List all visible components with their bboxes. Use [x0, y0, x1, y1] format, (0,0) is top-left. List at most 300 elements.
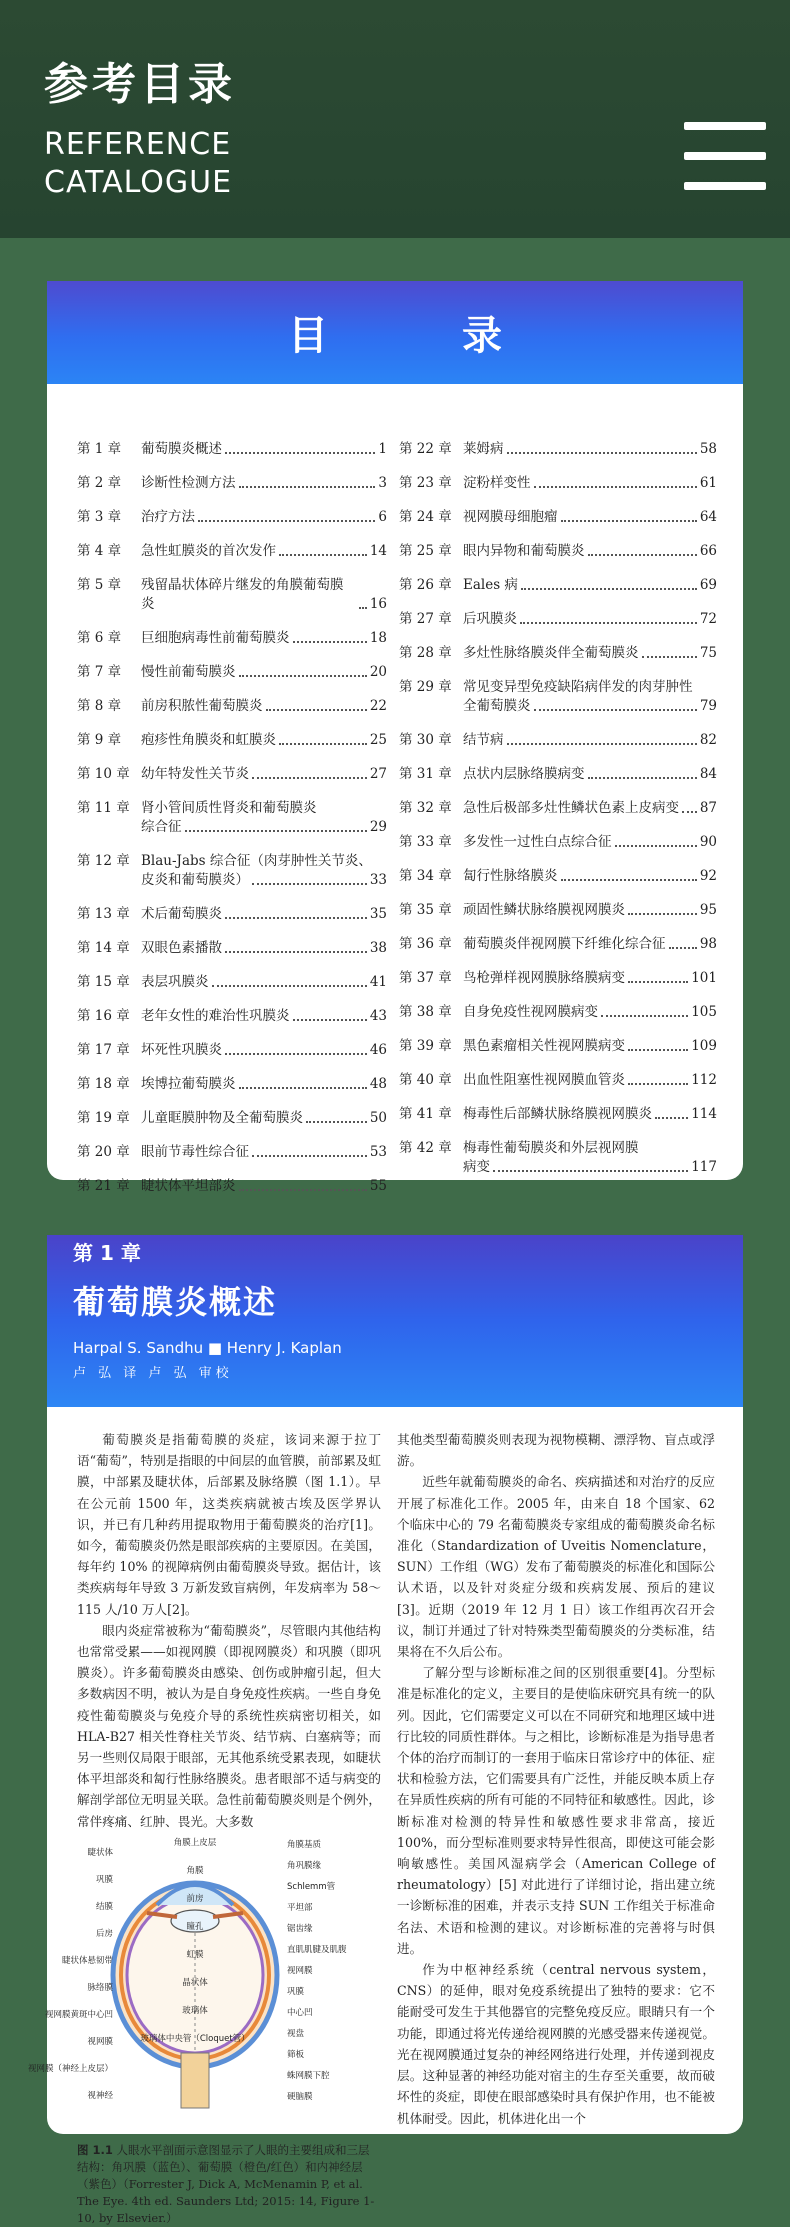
- toc-page-number: 109: [691, 1038, 717, 1054]
- toc-entry-title: [141, 1109, 387, 1128]
- toc-chapter-number: 第 27 章: [399, 611, 452, 627]
- toc-leader-dots: [239, 1087, 367, 1089]
- figure-label: 晶状体: [182, 1978, 208, 1988]
- toc-chapter-number: 第 28 章: [399, 645, 452, 661]
- toc-page-number: 79: [699, 698, 717, 714]
- toc-entry[interactable]: [77, 1177, 387, 1196]
- toc-leader-dots: [306, 1121, 367, 1123]
- toc-entry-title: [141, 731, 387, 750]
- toc-entry[interactable]: [399, 765, 717, 784]
- toc-entry-title: [463, 1071, 717, 1090]
- toc-page-number: 43: [369, 1008, 387, 1024]
- toc-page-number: 25: [369, 732, 387, 748]
- toc-leader-dots: [521, 588, 697, 590]
- toc-leader-dots: [561, 879, 697, 881]
- figure-label: 角膜基质: [287, 1840, 322, 1850]
- toc-leader-dots: [628, 1049, 688, 1051]
- toc-page-number: 18: [369, 630, 387, 646]
- toc-entry[interactable]: [399, 867, 717, 886]
- paragraph: 了解分型与诊断标准之间的区别很重要[4]。分型标准是标准化的定义，主要目的是使临床研究具有统一的队列。因此，它们需要定义可以在不同研究和地理区域中进行比较的同质性群体。与之相比，诊断标准是为指导患者个体的治疗而制订的一套用于临床日常诊疗中的体征、症状和检验方法，它们需要具有广泛性，并能反映本质上存在异质性疾病的所有可能的不同特征和敏感性。因此，诊断标准对检测的特异性和敏感性要求非常高，接近 100%，而分型标准则要求特异性很高，即使这可能会影响敏感性。美国风湿病学会（American College of rheumatology）[5] 对此进行了详细讨论，指出建立统一诊断标准的困难，并表示支持 SUN 工作组关于标准命名法、术语和检测的建议。对诊断标准的完善将与时俱进。: [397, 1665, 715, 1956]
- toc-entry-title: [141, 1075, 387, 1094]
- toc-entry-title: [463, 576, 717, 595]
- toc-leader-dots: [534, 709, 697, 711]
- toc-page-number: 92: [699, 868, 717, 884]
- toc-page-number: 105: [691, 1004, 717, 1020]
- toc-page-number: 1: [378, 441, 387, 457]
- toc-page-number: 95: [699, 902, 717, 918]
- toc-page-number: 35: [369, 906, 387, 922]
- toc-page-number: 14: [369, 543, 387, 559]
- toc-leader-dots: [225, 452, 375, 454]
- toc-entry[interactable]: [399, 508, 717, 527]
- paragraph: 其他类型葡萄膜炎则表现为视物模糊、漂浮物、盲点或浮游。: [397, 1432, 715, 1469]
- toc-leader-dots: [225, 917, 367, 919]
- toc-title-line: 幼年特发性关节炎: [141, 766, 249, 782]
- toc-title-line: 葡萄膜炎伴视网膜下纤维化综合征: [463, 936, 666, 952]
- toc-leader-dots: [642, 656, 697, 658]
- toc-heading: 目 录: [288, 312, 562, 359]
- toc-chapter-number: 第 24 章: [399, 509, 452, 525]
- toc-entry[interactable]: [399, 1003, 717, 1022]
- paragraph: 作为中枢神经系统（central nervous system，CNS）的延伸，眼对免疫系统提出了独特的要求：它不能耐受可发生于其他器官的完整免疫反应。眼睛只有一个功能，即通过将光传递给视网膜的光感受器来传递视觉。光在视网膜通过复杂的神经网络进行处理，并传递到视皮层。这种显著的神经功能对宿主的生存至关重要，故而破坏性的炎症，即使在眼部感染时具有保护作用，也不能被机体耐受。因此，机体进化出一个: [397, 1962, 715, 2126]
- toc-leader-dots: [225, 1053, 367, 1055]
- toc-title-line: 治疗方法: [141, 509, 195, 525]
- toc-page-number: 58: [699, 441, 717, 457]
- toc-entry-title: [141, 1177, 387, 1196]
- toc-chapter-number: 第 11 章: [77, 800, 130, 816]
- chapter-authors: Harpal S. Sandhu ■ Henry J. Kaplan: [73, 1339, 342, 1357]
- toc-title-line: 鸟枪弹样视网膜脉络膜病变: [463, 970, 625, 986]
- figure-label: 视网膜: [87, 2037, 113, 2047]
- toc-entry-title: [141, 542, 387, 561]
- toc-chapter-number: 第 37 章: [399, 970, 452, 986]
- figure-label: 视盘: [287, 2029, 305, 2039]
- figure-caption-text: 人眼水平剖面示意图显示了人眼的主要组成和三层结构：角巩膜（蓝色）、葡萄膜（橙色/红色）和内神经层（紫色）（Forrester J, Dick A, McMenamin P, et al. The Eye. 4th ed. Saunders Ltd; 2015: 14, Figure 1-10, by Elsevier.）: [77, 2143, 375, 2225]
- toc-entry-title: [463, 867, 717, 886]
- toc-title-line: 眼内异物和葡萄膜炎: [463, 543, 585, 559]
- toc-column-right: [399, 440, 717, 1192]
- toc-entry-title: [141, 576, 387, 614]
- toc-entry[interactable]: [399, 935, 717, 954]
- chapter-number: 第 1 章: [73, 1241, 141, 1265]
- toc-leader-dots: [588, 777, 697, 779]
- toc-page-number: 69: [699, 577, 717, 593]
- toc-entry[interactable]: [399, 678, 717, 716]
- toc-title-line: 埃博拉葡萄膜炎: [141, 1076, 236, 1092]
- toc-title-line: 肾小管间质性肾炎和葡萄膜炎: [141, 800, 317, 816]
- toc-title-line: 皮炎和葡萄膜炎）: [141, 872, 249, 888]
- toc-title-line: 全葡萄膜炎: [463, 698, 531, 714]
- figure-caption: [77, 2142, 381, 2227]
- header-title-cn: 参考目录: [44, 59, 236, 110]
- toc-title-line: 莱姆病: [463, 441, 504, 457]
- toc-entry[interactable]: [77, 440, 387, 459]
- toc-body: [47, 384, 743, 1194]
- figure-label: 角膜上皮层: [173, 1838, 217, 1848]
- toc-page-number: 29: [369, 819, 387, 835]
- toc-title-line2: [141, 818, 387, 837]
- toc-entry-title: [463, 678, 717, 716]
- figure-label: 睫状体悬韧带: [61, 1956, 113, 1966]
- figure-label: 蛛网膜下腔: [287, 2071, 330, 2081]
- toc-page-number: 41: [369, 974, 387, 990]
- toc-chapter-number: 第 36 章: [399, 936, 452, 952]
- toc-page-number: 66: [699, 543, 717, 559]
- toc-chapter-number: 第 10 章: [77, 766, 130, 782]
- toc-entry[interactable]: [399, 731, 717, 750]
- toc-entry-title: [463, 508, 717, 527]
- toc-chapter-number: 第 41 章: [399, 1106, 452, 1122]
- toc-entry-title: [141, 474, 387, 493]
- toc-entry[interactable]: [399, 1037, 717, 1056]
- toc-entry[interactable]: [77, 1109, 387, 1128]
- toc-chapter-number: 第 4 章: [77, 543, 122, 559]
- toc-title-line: 梅毒性葡萄膜炎和外层视网膜: [463, 1140, 639, 1156]
- toc-chapter-number: 第 34 章: [399, 868, 452, 884]
- toc-chapter-number: 第 9 章: [77, 732, 122, 748]
- toc-entry-title: [463, 644, 717, 663]
- toc-title-line: 多灶性脉络膜炎伴全葡萄膜炎: [463, 645, 639, 661]
- toc-title-line: 疱疹性角膜炎和虹膜炎: [141, 732, 276, 748]
- toc-title-line: 点状内层脉络膜病变: [463, 766, 585, 782]
- toc-entry[interactable]: [77, 576, 387, 614]
- paragraph: 葡萄膜炎是指葡萄膜的炎症，该词来源于拉丁语“葡萄”，特别是指眼的中间层的血管膜，前部累及虹膜，中部累及睫状体，后部累及脉络膜（图 1.1）。早在公元前 1500 年，这类疾病就被古埃及医学界认识，并已有几种药用提取物用于葡萄膜炎的治疗[1]。如今，葡萄膜炎仍然是眼部疾病的主要原因。在美国，每年约 10% 的视障病例由葡萄膜炎导致。据估计，该类疾病每年导致 3 万新发致盲病例，年发病率为 58～115 人/10 万人[2]。: [77, 1432, 381, 1617]
- toc-leader-dots: [655, 1117, 688, 1119]
- toc-entry-title: [463, 765, 717, 784]
- toc-title-line: 术后葡萄膜炎: [141, 906, 222, 922]
- toc-page-number: 48: [369, 1076, 387, 1092]
- hamburger-menu-icon[interactable]: [684, 122, 766, 192]
- toc-entry-title: [463, 935, 717, 954]
- toc-page-number: 82: [699, 732, 717, 748]
- toc-title-line: 睫状体平坦部炎: [141, 1178, 236, 1194]
- toc-page-number: 98: [699, 936, 717, 952]
- toc-title-line: 残留晶状体碎片继发的角膜葡萄膜炎: [141, 577, 344, 612]
- toc-leader-dots: [682, 811, 697, 813]
- toc-entry-title: [141, 765, 387, 784]
- toc-title-line: Eales 病: [463, 577, 518, 593]
- chapter-title: 葡萄膜炎概述: [73, 1283, 278, 1321]
- toc-leader-dots: [493, 1170, 688, 1172]
- toc-chapter-number: 第 3 章: [77, 509, 122, 525]
- toc-title-line: 结节病: [463, 732, 504, 748]
- toc-entry[interactable]: [77, 629, 387, 648]
- figure-label: 平坦部: [287, 1903, 313, 1913]
- toc-page-number: 50: [369, 1110, 387, 1126]
- toc-entry-title: [141, 973, 387, 992]
- toc-entry[interactable]: [399, 1071, 717, 1090]
- toc-chapter-number: 第 35 章: [399, 902, 452, 918]
- toc-entry[interactable]: [77, 508, 387, 527]
- toc-entry-title: [463, 1105, 717, 1124]
- toc-entry-title: [463, 1139, 717, 1177]
- toc-page-number: 16: [369, 596, 387, 612]
- toc-title-line: 自身免疫性视网膜病变: [463, 1004, 598, 1020]
- toc-title-line: 表层巩膜炎: [141, 974, 209, 990]
- toc-leader-dots: [293, 1019, 367, 1021]
- toc-title-line: 梅毒性后部鳞状脉络膜视网膜炎: [463, 1106, 652, 1122]
- figure-label: 锯齿缘: [287, 1924, 313, 1934]
- toc-entry[interactable]: [399, 833, 717, 852]
- toc-leader-dots: [293, 641, 367, 643]
- toc-entry[interactable]: [77, 799, 387, 837]
- toc-title-line: 视网膜母细胞瘤: [463, 509, 558, 525]
- toc-page-number: 6: [378, 509, 387, 525]
- toc-leader-dots: [628, 913, 697, 915]
- toc-leader-dots: [520, 622, 697, 624]
- toc-leader-dots: [266, 709, 367, 711]
- toc-chapter-number: 第 22 章: [399, 441, 452, 457]
- toc-entry-title: [463, 610, 717, 629]
- toc-chapter-number: 第 15 章: [77, 974, 130, 990]
- toc-title-line: 后巩膜炎: [463, 611, 517, 627]
- toc-leader-dots: [615, 845, 697, 847]
- toc-leader-dots: [279, 554, 367, 556]
- toc-page-number: 55: [369, 1178, 387, 1194]
- toc-chapter-number: 第 23 章: [399, 475, 452, 491]
- toc-entry[interactable]: [399, 542, 717, 561]
- figure-label: 巩膜: [287, 1987, 305, 1997]
- toc-title-line2: [463, 697, 717, 716]
- paragraph: 近些年就葡萄膜炎的命名、疾病描述和对治疗的反应开展了标准化工作。2005 年，由来自 18 个国家、62 个临床中心的 79 名葡萄膜炎专家组成的葡萄膜炎命名标准化（Standardization of Uveitis Nomenclature，SUN）工作组（WG）发布了葡萄膜炎的标准化和国际公认术语，以及针对炎症分级和疾病发展、预后的建议[3]。近期（2019 年 12 月 1 日）该工作组再次召开会议，制订并通过了针对特殊类型葡萄膜炎的分类标准，结果将在不久后公布。: [397, 1474, 715, 1660]
- toc-leader-dots: [185, 830, 367, 832]
- toc-entry-title: [141, 697, 387, 716]
- toc-title-line: 顽固性鳞状脉络膜视网膜炎: [463, 902, 625, 918]
- toc-title-line: 综合征: [141, 819, 182, 835]
- toc-leader-dots: [507, 452, 697, 454]
- toc-leader-dots: [239, 675, 367, 677]
- toc-entry[interactable]: [77, 852, 387, 890]
- toc-leader-dots: [628, 1083, 688, 1085]
- toc-title-line2: [141, 871, 387, 890]
- toc-entry-title: [141, 440, 387, 459]
- toc-entry[interactable]: [399, 576, 717, 595]
- toc-chapter-number: 第 12 章: [77, 853, 130, 869]
- toc-leader-dots: [198, 520, 375, 522]
- toc-entry[interactable]: [399, 440, 717, 459]
- toc-entry-title: [463, 833, 717, 852]
- toc-leader-dots: [628, 981, 688, 983]
- toc-entry[interactable]: [399, 969, 717, 988]
- toc-chapter-number: 第 29 章: [399, 679, 452, 695]
- toc-entry[interactable]: [399, 1105, 717, 1124]
- toc-entry[interactable]: [77, 1075, 387, 1094]
- toc-chapter-number: 第 42 章: [399, 1140, 452, 1156]
- toc-leader-dots: [252, 1155, 367, 1157]
- toc-entry[interactable]: [77, 1143, 387, 1162]
- toc-leader-dots: [534, 486, 697, 488]
- figure-label: 玻璃体: [182, 2006, 208, 2016]
- toc-title-line: 急性虹膜炎的首次发作: [141, 543, 276, 559]
- header-title-en-line1: REFERENCE: [44, 127, 232, 162]
- text-column-left: [77, 1429, 381, 1832]
- toc-leader-dots: [239, 1189, 367, 1191]
- toc-title-line2: [463, 1158, 717, 1177]
- chapter-banner: [47, 1235, 743, 1407]
- toc-entry[interactable]: [399, 901, 717, 920]
- toc-leader-dots: [507, 743, 697, 745]
- toc-entry[interactable]: [77, 1041, 387, 1060]
- toc-chapter-number: 第 31 章: [399, 766, 452, 782]
- toc-leader-dots: [601, 1015, 688, 1017]
- toc-title-line: 儿童眶膜肿物及全葡萄膜炎: [141, 1110, 303, 1126]
- toc-entry-title: [141, 799, 387, 837]
- figure-label: 硬脑膜: [287, 2092, 313, 2102]
- toc-chapter-number: 第 20 章: [77, 1144, 130, 1160]
- figure-label: 虹膜: [186, 1950, 204, 1960]
- toc-page-number: 112: [691, 1072, 717, 1088]
- toc-chapter-number: 第 32 章: [399, 800, 452, 816]
- toc-entry-title: [463, 901, 717, 920]
- figure-caption-number: 图 1.1: [77, 2143, 113, 2157]
- toc-title-line: 巨细胞病毒性前葡萄膜炎: [141, 630, 290, 646]
- toc-entry[interactable]: [77, 973, 387, 992]
- toc-entry-title: [141, 1041, 387, 1060]
- toc-entry-title: [141, 939, 387, 958]
- toc-entry-title: [141, 663, 387, 682]
- toc-column-left: [77, 440, 387, 1211]
- toc-page-number: 33: [369, 872, 387, 888]
- toc-page-number: 27: [369, 766, 387, 782]
- toc-leader-dots: [225, 951, 367, 953]
- toc-entry[interactable]: [77, 905, 387, 924]
- toc-title-line: 双眼色素播散: [141, 940, 222, 956]
- toc-page-number: 87: [699, 800, 717, 816]
- toc-card: [47, 281, 743, 1194]
- toc-entry[interactable]: [399, 610, 717, 629]
- toc-title-line: 黑色素瘤相关性视网膜病变: [463, 1038, 625, 1054]
- figure-label: Schlemm管: [287, 1882, 336, 1892]
- toc-chapter-number: 第 26 章: [399, 577, 452, 593]
- toc-page-number: 61: [699, 475, 717, 491]
- figure-label: 前房: [186, 1894, 204, 1904]
- figure-label: 视网膜黄斑中心凹: [44, 2010, 113, 2020]
- toc-leader-dots: [252, 883, 367, 885]
- toc-title-line: 前房积脓性葡萄膜炎: [141, 698, 263, 714]
- toc-entry[interactable]: [77, 663, 387, 682]
- toc-chapter-number: 第 30 章: [399, 732, 452, 748]
- figure-label: 筛板: [287, 2050, 305, 2060]
- figure-label: 视网膜: [287, 1966, 313, 1976]
- eye-diagram: [113, 1883, 277, 2108]
- toc-entry-title: [141, 905, 387, 924]
- toc-chapter-number: 第 13 章: [77, 906, 130, 922]
- toc-entry[interactable]: [77, 1007, 387, 1026]
- toc-title-line: 坏死性巩膜炎: [141, 1042, 222, 1058]
- toc-entry[interactable]: [77, 765, 387, 784]
- toc-entry-title: [141, 1143, 387, 1162]
- figure-label: 直肌肌腱及肌腹: [287, 1945, 347, 1955]
- toc-entry-title: [141, 629, 387, 648]
- toc-leader-dots: [561, 520, 697, 522]
- figure-label: 瞳孔: [186, 1922, 204, 1932]
- toc-chapter-number: 第 38 章: [399, 1004, 452, 1020]
- toc-page-number: 3: [378, 475, 387, 491]
- figure-label: 睫状体: [87, 1848, 113, 1858]
- toc-title-line: 病变: [463, 1159, 490, 1175]
- figure-label: 角膜: [186, 1866, 204, 1876]
- toc-entry-title: [463, 731, 717, 750]
- figure-label: 角巩膜缘: [287, 1861, 322, 1871]
- toc-title-line: 淀粉样变性: [463, 475, 531, 491]
- toc-entry[interactable]: [399, 644, 717, 663]
- toc-title-line: 多发性一过性白点综合征: [463, 834, 612, 850]
- header-title-en: [44, 126, 232, 202]
- toc-chapter-number: 第 5 章: [77, 577, 122, 593]
- toc-chapter-number: 第 8 章: [77, 698, 122, 714]
- toc-page-number: 90: [699, 834, 717, 850]
- toc-chapter-number: 第 16 章: [77, 1008, 130, 1024]
- toc-entry[interactable]: [399, 799, 717, 818]
- toc-page-number: 75: [699, 645, 717, 661]
- toc-page-number: 53: [369, 1144, 387, 1160]
- toc-title-line: 诊断性检测方法: [141, 475, 236, 491]
- toc-entry-title: [141, 508, 387, 527]
- toc-chapter-number: 第 33 章: [399, 834, 452, 850]
- toc-entry[interactable]: [77, 939, 387, 958]
- toc-leader-dots: [212, 985, 367, 987]
- toc-chapter-number: 第 21 章: [77, 1178, 130, 1194]
- toc-leader-dots: [669, 947, 697, 949]
- toc-title-line: 匐行性脉络膜炎: [463, 868, 558, 884]
- toc-title-line: 出血性阻塞性视网膜血管炎: [463, 1072, 625, 1088]
- figure-label: 中心凹: [287, 2008, 313, 2018]
- toc-entry[interactable]: [399, 474, 717, 493]
- toc-title-line: 眼前节毒性综合征: [141, 1144, 249, 1160]
- toc-chapter-number: 第 2 章: [77, 475, 122, 491]
- toc-chapter-number: 第 39 章: [399, 1038, 452, 1054]
- toc-chapter-number: 第 18 章: [77, 1076, 130, 1092]
- figure-label: 后房: [95, 1929, 113, 1939]
- toc-title-line: 葡萄膜炎概述: [141, 441, 222, 457]
- toc-leader-dots: [279, 743, 367, 745]
- figure-label: 巩膜: [95, 1875, 113, 1885]
- toc-entry-title: [463, 474, 717, 493]
- toc-page-number: 72: [699, 611, 717, 627]
- toc-entry-title: [463, 1037, 717, 1056]
- toc-page-number: 101: [691, 970, 717, 986]
- toc-chapter-number: 第 14 章: [77, 940, 130, 956]
- toc-leader-dots: [239, 486, 376, 488]
- toc-entry-title: [463, 542, 717, 561]
- toc-chapter-number: 第 19 章: [77, 1110, 130, 1126]
- figure-label: 视神经: [87, 2091, 113, 2101]
- toc-leader-dots: [359, 607, 367, 609]
- toc-entry[interactable]: [77, 731, 387, 750]
- toc-page-number: 114: [691, 1106, 717, 1122]
- toc-page-number: 84: [699, 766, 717, 782]
- toc-entry-title: [463, 799, 717, 818]
- figure-label: 结膜: [95, 1902, 113, 1912]
- toc-leader-dots: [252, 777, 367, 779]
- toc-entry[interactable]: [77, 697, 387, 716]
- toc-chapter-number: 第 17 章: [77, 1042, 130, 1058]
- toc-entry[interactable]: [77, 474, 387, 493]
- page-header: [0, 0, 790, 238]
- toc-banner: [47, 281, 743, 384]
- toc-chapter-number: 第 25 章: [399, 543, 452, 559]
- text-column-right: [397, 1429, 715, 2129]
- toc-title-line: Blau-Jabs 综合征（肉芽肿性关节炎、: [141, 853, 372, 869]
- toc-page-number: 22: [369, 698, 387, 714]
- toc-page-number: 64: [699, 509, 717, 525]
- toc-page-number: 20: [369, 664, 387, 680]
- toc-title-line: 慢性前葡萄膜炎: [141, 664, 236, 680]
- chapter-card: [27, 1235, 743, 2225]
- toc-leader-dots: [588, 554, 697, 556]
- toc-entry[interactable]: [77, 542, 387, 561]
- toc-entry[interactable]: [399, 1139, 717, 1177]
